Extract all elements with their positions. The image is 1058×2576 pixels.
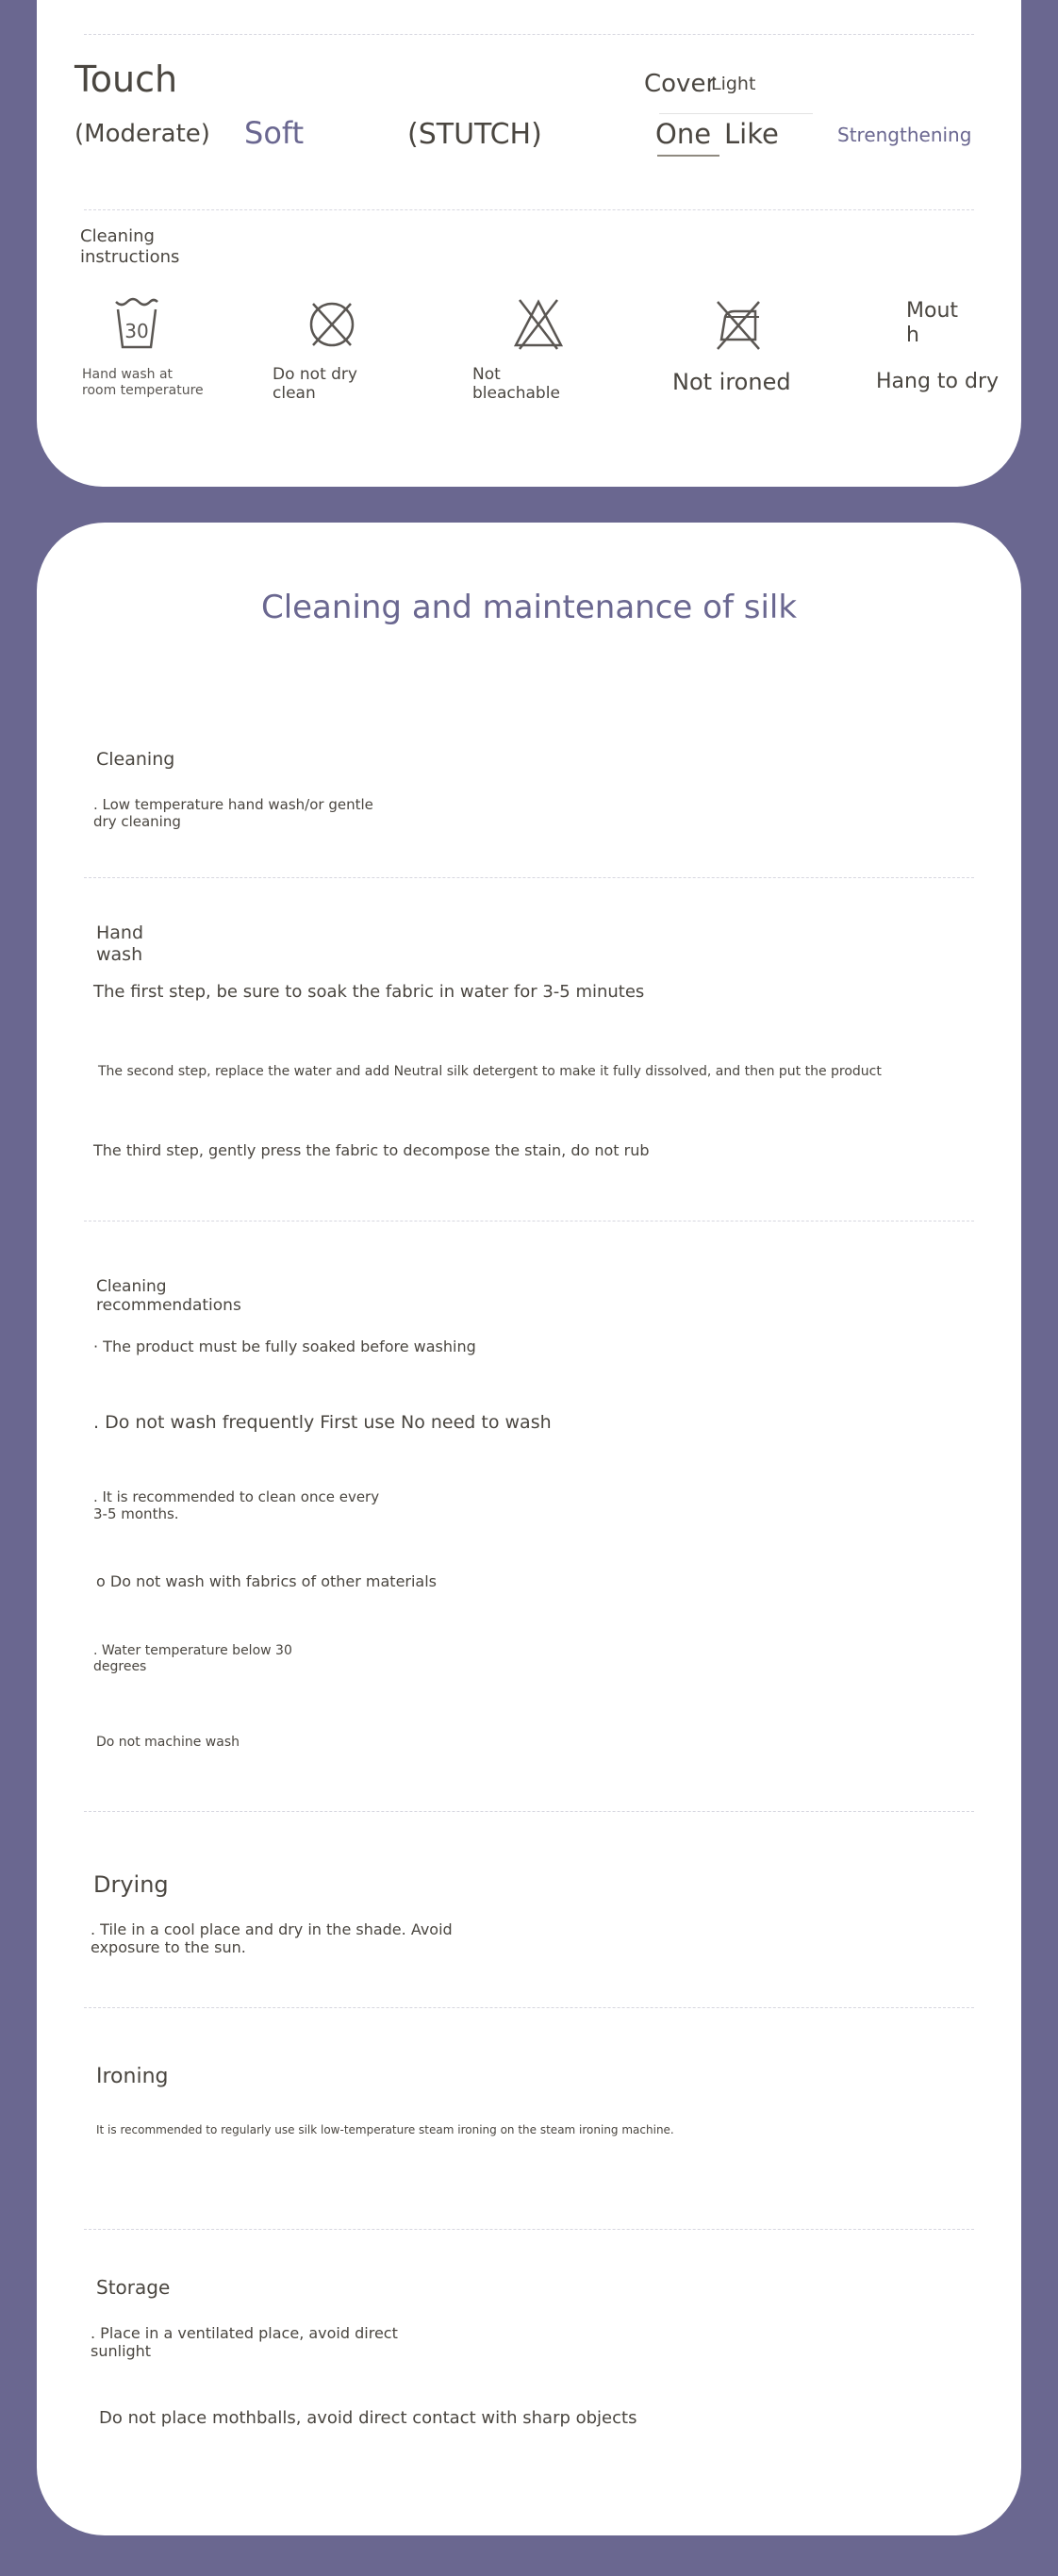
hand-wash-step-3: The third step, gently press the fabric to decompose the stain, do not rub: [93, 1141, 650, 1159]
care-label-no-bleach: Not bleachable: [472, 365, 560, 404]
no-iron-icon: [712, 296, 765, 351]
hand-wash-heading: Hand wash: [96, 922, 144, 965]
divider: [84, 34, 974, 35]
care-label-hand-wash: Hand wash at room temperature: [82, 367, 204, 398]
touch-strengthening: Strengthening: [837, 124, 972, 146]
thin-line: [659, 113, 813, 114]
ironing-text: It is recommended to regularly use silk low-temperature steam ironing on the steam ironing machine.: [96, 2123, 674, 2136]
ironing-heading: Ironing: [96, 2065, 169, 2088]
cleaning-text: . Low temperature hand wash/or gentle dry cleaning: [93, 796, 373, 830]
no-bleach-icon: [512, 296, 565, 351]
touch-label: Touch: [74, 58, 178, 100]
divider: [84, 1221, 974, 1222]
care-label-no-dry-clean: Do not dry clean: [273, 365, 357, 404]
recommendation-item: · The product must be fully soaked before washing: [93, 1338, 476, 1355]
page-title: Cleaning and maintenance of silk: [260, 589, 798, 626]
recommendation-item: . Water temperature below 30 degrees: [93, 1643, 292, 1674]
divider: [84, 2007, 974, 2008]
divider: [84, 877, 974, 878]
care-label-hang-dry: Hang to dry: [876, 370, 1000, 393]
divider: [84, 1811, 974, 1812]
touch-cover: Cover: [644, 70, 717, 98]
silk-maintenance-card: [37, 523, 1021, 2535]
recommendation-item: Do not machine wash: [96, 1735, 240, 1750]
recommendations-heading: Cleaning recommendations: [96, 1277, 241, 1316]
drying-text: . Tile in a cool place and dry in the shade. Avoid exposure to the sun.: [91, 1920, 453, 1957]
divider: [84, 209, 974, 210]
touch-like: Like: [724, 118, 779, 150]
hang-dry-icon: Mout h: [906, 299, 959, 348]
cleaning-instructions-title: Cleaning instructions: [80, 226, 180, 267]
recommendation-item: . Do not wash frequently First use No need to wash: [93, 1412, 552, 1433]
touch-moderate: (Moderate): [74, 120, 210, 148]
touch-light: Light: [711, 74, 756, 94]
hand-wash-30-icon: [114, 296, 159, 351]
touch-one: One: [655, 118, 712, 150]
hand-wash-30-icon-text: 30: [124, 320, 149, 342]
selected-underline: [657, 155, 719, 157]
storage-text: Do not place mothballs, avoid direct contact with sharp objects: [99, 2408, 637, 2428]
recommendation-item: . It is recommended to clean once every 3-5 months.: [93, 1488, 380, 1522]
storage-text: . Place in a ventilated place, avoid direct sunlight: [91, 2324, 398, 2361]
hand-wash-step-2: The second step, replace the water and add Neutral silk detergent to make it fully dissolved, and then put the product: [98, 1064, 882, 1079]
touch-stutch: (STUTCH): [407, 118, 542, 151]
fabric-properties-card: [37, 0, 1021, 487]
care-label-no-iron: Not ironed: [672, 369, 791, 395]
divider: [84, 2229, 974, 2230]
cleaning-heading: Cleaning: [96, 749, 175, 770]
hand-wash-step-1: The first step, be sure to soak the fabric in water for 3-5 minutes: [93, 982, 645, 1002]
no-dry-clean-icon: [306, 296, 358, 351]
storage-heading: Storage: [96, 2276, 171, 2299]
recommendation-item: o Do not wash with fabrics of other materials: [96, 1572, 438, 1590]
drying-heading: Drying: [93, 1871, 169, 1898]
touch-soft: Soft: [244, 115, 305, 151]
